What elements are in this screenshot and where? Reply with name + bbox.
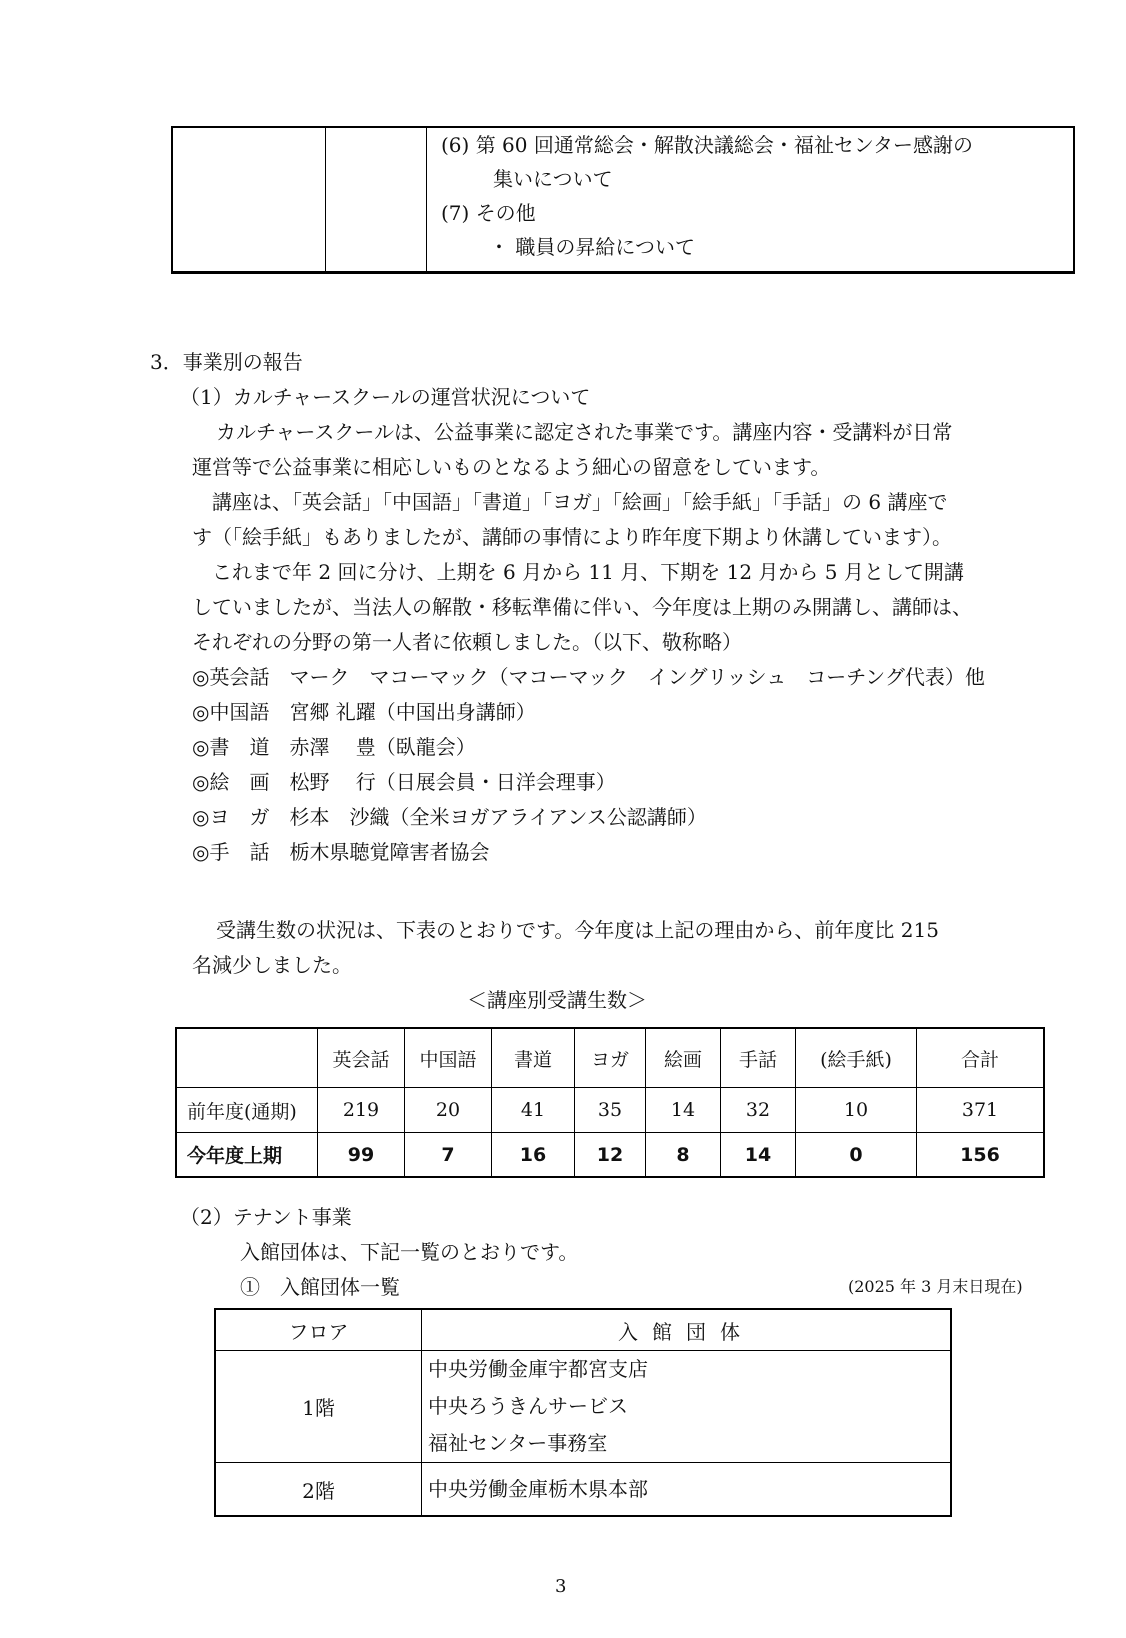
tenant-names-cell <box>422 1351 952 1463</box>
header-cell: 絵画 <box>646 1028 721 1088</box>
tenant-name: 福祉センター事務室 <box>428 1431 608 1455</box>
table-cell: 14 <box>721 1133 796 1178</box>
table-row <box>176 1088 1044 1133</box>
tenant-table <box>214 1308 952 1517</box>
table-cell: 12 <box>575 1133 646 1178</box>
instructor-painting: ◎絵 画 松野 行（日展会員・日洋会理事） <box>192 770 616 794</box>
floor-cell: 1階 <box>215 1351 422 1463</box>
instructor-yoga: ◎ヨ ガ 杉本 沙織（全米ヨガアライアンス公認講師） <box>192 805 707 829</box>
agenda-item-6: (6) 第 60 回通常総会・解散決議総会・福祉センター感謝の <box>441 133 974 157</box>
course-table-title: ＜講座別受講生数＞ <box>467 988 647 1012</box>
subsection-2-heading: （2）テナント事業 <box>180 1205 352 1229</box>
table-header-row <box>176 1028 1044 1088</box>
header-cell: 中国語 <box>405 1028 492 1088</box>
paragraph-line: していましたが、当法人の解散・移転準備に伴い、今年度は上期のみ開講し、講師は、 <box>192 595 972 619</box>
agenda-item-7: (7) その他 <box>441 201 536 225</box>
table-cell: 0 <box>796 1133 917 1178</box>
header-cell <box>176 1028 318 1088</box>
agenda-item-7-bullet: ・ 職員の昇給について <box>489 235 695 259</box>
instructor-calligraphy: ◎書 道 赤澤 豊（臥龍会） <box>192 735 476 759</box>
table-row <box>215 1463 951 1517</box>
table-cell: 41 <box>492 1088 575 1133</box>
instructor-chinese: ◎中国語 宮郷 礼躍（中国出身講師） <box>192 700 536 724</box>
table-cell: 14 <box>646 1088 721 1133</box>
table-cell: 10 <box>796 1088 917 1133</box>
page-number: 3 <box>555 1576 567 1597</box>
floor-cell: 2階 <box>215 1463 422 1517</box>
paragraph-line: カルチャースクールは、公益事業に認定された事業です。講座内容・受講料が日常 <box>216 420 953 444</box>
tenant-date-note: (2025 年 3 月末日現在) <box>848 1277 1023 1296</box>
subsection-1-heading: （1）カルチャースクールの運営状況について <box>180 385 591 409</box>
agenda-cell-empty-2 <box>326 127 427 273</box>
table-row <box>176 1133 1044 1178</box>
paragraph-line: 講座は、「英会話」「中国語」「書道」「ヨガ」「絵画」「絵手紙」「手話」の 6 講座で <box>212 490 948 514</box>
header-cell: フロア <box>215 1309 422 1351</box>
row-label: 今年度上期 <box>176 1133 318 1178</box>
header-cell: 手話 <box>721 1028 796 1088</box>
table-cell: 99 <box>318 1133 405 1178</box>
table-cell: 371 <box>917 1088 1045 1133</box>
table-cell: 219 <box>318 1088 405 1133</box>
table-row <box>215 1351 951 1463</box>
enrollment-text: 受講生数の状況は、下表のとおりです。今年度は上記の理由から、前年度比 215 <box>216 918 939 942</box>
table-cell: 35 <box>575 1088 646 1133</box>
paragraph-line: 運営等で公益事業に相応しいものとなるよう細心の留意をしています。 <box>192 455 831 479</box>
table-cell: 156 <box>917 1133 1045 1178</box>
section-heading: 3．事業別の報告 <box>150 350 303 374</box>
course-enrollment-table <box>175 1027 1045 1178</box>
paragraph-line: それぞれの分野の第一人者に依頼しました。（以下、敬称略） <box>192 630 742 654</box>
table-cell: 20 <box>405 1088 492 1133</box>
paragraph-line: これまで年 2 回に分け、上期を 6 月から 11 月、下期を 12 月から 5 月として開講 <box>212 560 964 584</box>
enrollment-text: 名減少しました。 <box>192 953 352 977</box>
agenda-table-continued <box>171 126 1075 274</box>
table-header-row <box>215 1309 951 1351</box>
agenda-cell-empty-1 <box>172 127 326 273</box>
tenant-list-title: ① 入館団体一覧 <box>240 1275 400 1299</box>
header-cell: 入館団体 <box>422 1309 952 1351</box>
agenda-cell-items <box>427 127 1075 273</box>
table-cell: 16 <box>492 1133 575 1178</box>
agenda-item-6-cont: 集いについて <box>493 167 613 191</box>
tenant-name: 中央労働金庫宇都宮支店 <box>428 1357 648 1381</box>
header-cell: 英会話 <box>318 1028 405 1088</box>
instructor-sign-language: ◎手 話 栃木県聴覚障害者協会 <box>192 840 490 864</box>
tenant-intro: 入館団体は、下記一覧のとおりです。 <box>240 1240 579 1264</box>
instructor-english: ◎英会話 マーク マコーマック（マコーマック イングリッシュ コーチング代表）他 <box>192 665 985 689</box>
header-cell: ヨガ <box>575 1028 646 1088</box>
header-cell: 合計 <box>917 1028 1045 1088</box>
table-cell: 7 <box>405 1133 492 1178</box>
tenant-names-cell <box>422 1463 952 1517</box>
header-cell: 書道 <box>492 1028 575 1088</box>
table-cell: 8 <box>646 1133 721 1178</box>
table-cell: 32 <box>721 1088 796 1133</box>
tenant-name: 中央労働金庫栃木県本部 <box>428 1476 648 1501</box>
row-label: 前年度(通期) <box>176 1088 318 1133</box>
header-cell: (絵手紙) <box>796 1028 917 1088</box>
paragraph-line: す（「絵手紙」もありましたが、講師の事情により昨年度下期より休講しています）。 <box>192 525 952 549</box>
tenant-name: 中央ろうきんサービス <box>428 1394 628 1418</box>
